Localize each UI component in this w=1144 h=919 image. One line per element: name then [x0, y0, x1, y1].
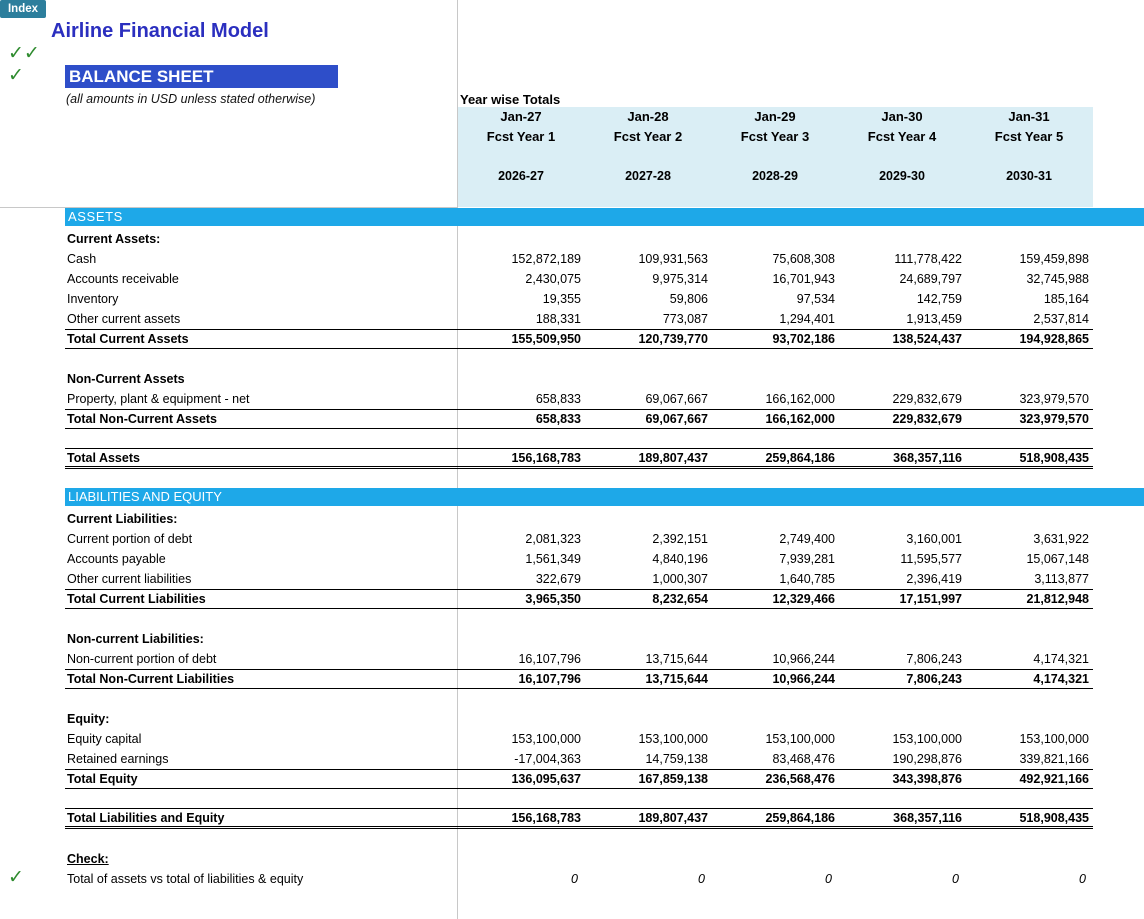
row-label: Property, plant & equipment - net: [67, 392, 250, 406]
row-label: Total Liabilities and Equity: [67, 811, 225, 825]
row-label: Non-current Liabilities:: [67, 632, 204, 646]
column-header-month: Jan-30: [881, 109, 923, 124]
column-header-fy: 2026-27: [498, 169, 544, 183]
check-ok-icon: ✓: [8, 867, 24, 888]
cell-value: 156,168,783: [511, 451, 581, 465]
cell-value: 7,806,243: [906, 672, 962, 686]
cell-value: 368,357,116: [893, 811, 962, 825]
cell-value: 343,398,876: [892, 772, 962, 786]
row-label: Total Equity: [67, 772, 138, 786]
cell-value: 2,081,323: [525, 532, 581, 546]
row-label: Inventory: [67, 292, 119, 306]
cell-value: 188,331: [535, 312, 581, 326]
cell-value: 2,749,400: [779, 532, 835, 546]
cell-value: 97,534: [796, 292, 835, 306]
balance-sheet-banner: BALANCE SHEET: [65, 65, 338, 88]
total-rule: [65, 589, 1093, 590]
row-label: Other current liabilities: [67, 572, 192, 586]
cell-value: 1,640,785: [779, 572, 835, 586]
column-header-fy: 2028-29: [752, 169, 798, 183]
cell-value: 9,975,314: [652, 272, 708, 286]
cell-value: 0: [571, 872, 578, 886]
cell-value: 7,806,243: [906, 652, 962, 666]
column-header-fy: 2029-30: [879, 169, 925, 183]
total-rule: [65, 329, 1093, 330]
cell-value: 189,807,437: [638, 811, 708, 825]
cell-value: 11,595,577: [900, 552, 962, 566]
cell-value: 152,872,189: [511, 252, 581, 266]
row-label: Total Assets: [67, 451, 140, 465]
cell-value: 3,965,350: [525, 592, 581, 606]
cell-value: 153,100,000: [511, 732, 581, 746]
total-rule: [65, 669, 1093, 670]
assets-section-band: [65, 208, 1144, 226]
column-header-month: Jan-28: [627, 109, 669, 124]
cell-value: 3,113,877: [1034, 572, 1089, 586]
column-header-fy: 2030-31: [1006, 169, 1052, 183]
cell-value: 166,162,000: [765, 412, 835, 426]
row-label: Other current assets: [67, 312, 181, 326]
cell-value: 69,067,667: [645, 412, 708, 426]
cell-value: -17,004,363: [514, 752, 581, 766]
cell-value: 1,561,349: [525, 552, 581, 566]
liabilities-equity-section-title: LIABILITIES AND EQUITY: [68, 489, 222, 504]
cell-value: 13,715,644: [645, 652, 708, 666]
column-header-month: Jan-29: [754, 109, 796, 124]
row-label: Equity:: [67, 712, 110, 726]
year-wise-totals-label: Year wise Totals: [460, 92, 561, 107]
cell-value: 518,908,435: [1019, 811, 1089, 825]
check-icon: ✓: [8, 65, 24, 86]
row-label: Retained earnings: [67, 752, 169, 766]
cell-value: 156,168,783: [511, 811, 581, 825]
row-label: Accounts payable: [67, 552, 166, 566]
cell-value: 75,608,308: [772, 252, 835, 266]
cell-value: 229,832,679: [892, 412, 962, 426]
cell-value: 16,107,796: [518, 672, 581, 686]
total-double-underline: [65, 826, 1093, 829]
currency-note: (all amounts in USD unless stated otherwise): [66, 92, 316, 106]
column-header-fy: 2027-28: [625, 169, 671, 183]
cell-value: 2,537,814: [1033, 312, 1089, 326]
row-label: Current Liabilities:: [67, 512, 178, 526]
cell-value: 32,745,988: [1026, 272, 1089, 286]
double-check-icon: ✓✓: [8, 43, 40, 64]
cell-value: 773,087: [662, 312, 708, 326]
cell-value: 3,160,001: [906, 532, 962, 546]
cell-value: 4,174,321: [1033, 652, 1089, 666]
total-underline: [65, 788, 1093, 789]
cell-value: 159,459,898: [1019, 252, 1089, 266]
column-header-fcst: Fcst Year 4: [867, 129, 937, 144]
column-header-fcst: Fcst Year 5: [994, 129, 1064, 144]
column-header-fcst: Fcst Year 3: [740, 129, 810, 144]
cell-value: 111,778,422: [894, 252, 962, 266]
cell-value: 83,468,476: [772, 752, 835, 766]
cell-value: 259,864,186: [765, 811, 835, 825]
total-rule: [65, 769, 1093, 770]
total-underline: [65, 348, 1093, 349]
cell-value: 93,702,186: [772, 332, 835, 346]
cell-value: 69,067,667: [645, 392, 708, 406]
cell-value: 518,908,435: [1019, 451, 1089, 465]
cell-value: 153,100,000: [892, 732, 962, 746]
column-header-month: Jan-27: [500, 109, 542, 124]
cell-value: 2,392,151: [652, 532, 708, 546]
cell-value: 368,357,116: [893, 451, 962, 465]
cell-value: 10,966,244: [772, 652, 835, 666]
cell-value: 236,568,476: [765, 772, 835, 786]
cell-value: 259,864,186: [765, 451, 835, 465]
cell-value: 0: [698, 872, 705, 886]
row-label: Current Assets:: [67, 232, 161, 246]
column-header-fcst: Fcst Year 2: [613, 129, 683, 144]
row-label: Current portion of debt: [67, 532, 193, 546]
total-underline: [65, 428, 1093, 429]
cell-value: 17,151,997: [899, 592, 962, 606]
cell-value: 153,100,000: [1019, 732, 1089, 746]
total-underline: [65, 688, 1093, 689]
cell-value: 12,329,466: [772, 592, 835, 606]
cell-value: 658,833: [535, 412, 581, 426]
total-double-underline: [65, 466, 1093, 469]
cell-value: 323,979,570: [1019, 412, 1089, 426]
cell-value: 4,840,196: [652, 552, 708, 566]
row-label: Total Current Liabilities: [67, 592, 206, 606]
cell-value: 13,715,644: [645, 672, 708, 686]
total-rule: [65, 409, 1093, 410]
cell-value: 4,174,321: [1033, 672, 1089, 686]
column-header-month: Jan-31: [1008, 109, 1050, 124]
cell-value: 1,000,307: [652, 572, 708, 586]
cell-value: 109,931,563: [638, 252, 708, 266]
index-button[interactable]: Index: [0, 0, 46, 18]
cell-value: 155,509,950: [511, 332, 581, 346]
cell-value: 2,396,419: [906, 572, 962, 586]
cell-value: 8,232,654: [652, 592, 708, 606]
cell-value: 2,430,075: [525, 272, 581, 286]
total-rule: [65, 808, 1093, 809]
cell-value: 153,100,000: [765, 732, 835, 746]
cell-value: 16,701,943: [772, 272, 835, 286]
row-label: Equity capital: [67, 732, 142, 746]
row-label: Non-Current Assets: [67, 372, 185, 386]
assets-section-title: ASSETS: [68, 209, 123, 224]
cell-value: 185,164: [1043, 292, 1089, 306]
cell-value: 120,739,770: [638, 332, 708, 346]
page-title: Airline Financial Model: [51, 20, 269, 42]
cell-value: 16,107,796: [518, 652, 581, 666]
cell-value: 167,859,138: [638, 772, 708, 786]
cell-value: 14,759,138: [645, 752, 708, 766]
cell-value: 7,939,281: [779, 552, 835, 566]
cell-value: 658,833: [535, 392, 581, 406]
cell-value: 339,821,166: [1019, 752, 1089, 766]
cell-value: 15,067,148: [1026, 552, 1089, 566]
cell-value: 166,162,000: [765, 392, 835, 406]
cell-value: 190,298,876: [892, 752, 962, 766]
row-label: Total Non-Current Assets: [67, 412, 218, 426]
cell-value: 1,294,401: [779, 312, 835, 326]
row-label: Cash: [67, 252, 97, 266]
row-label: Check:: [67, 852, 109, 866]
cell-value: 10,966,244: [772, 672, 835, 686]
cell-value: 322,679: [535, 572, 581, 586]
cell-value: 59,806: [669, 292, 708, 306]
cell-value: 3,631,922: [1033, 532, 1089, 546]
cell-value: 21,812,948: [1026, 592, 1089, 606]
cell-value: 153,100,000: [638, 732, 708, 746]
cell-value: 136,095,637: [511, 772, 581, 786]
cell-value: 19,355: [542, 292, 581, 306]
column-header-fcst: Fcst Year 1: [486, 129, 556, 144]
liabilities-section-band: [65, 488, 1144, 506]
cell-value: 0: [825, 872, 832, 886]
cell-value: 0: [952, 872, 959, 886]
cell-value: 492,921,166: [1019, 772, 1089, 786]
row-label: Total Non-Current Liabilities: [67, 672, 235, 686]
cell-value: 24,689,797: [899, 272, 962, 286]
row-label: Total Current Assets: [67, 332, 189, 346]
cell-value: 323,979,570: [1019, 392, 1089, 406]
total-underline: [65, 608, 1093, 609]
cell-value: 194,928,865: [1019, 332, 1089, 346]
cell-value: 189,807,437: [638, 451, 708, 465]
row-label: Non-current portion of debt: [67, 652, 217, 666]
cell-value: 0: [1079, 872, 1086, 886]
column-header-block: [458, 107, 1093, 207]
cell-value: 142,759: [916, 292, 962, 306]
row-label: Accounts receivable: [67, 272, 179, 286]
cell-value: 138,524,437: [892, 332, 962, 346]
cell-value: 1,913,459: [906, 312, 962, 326]
cell-value: 229,832,679: [892, 392, 962, 406]
row-label: Total of assets vs total of liabilities & equity: [67, 872, 304, 886]
total-rule: [65, 448, 1093, 449]
